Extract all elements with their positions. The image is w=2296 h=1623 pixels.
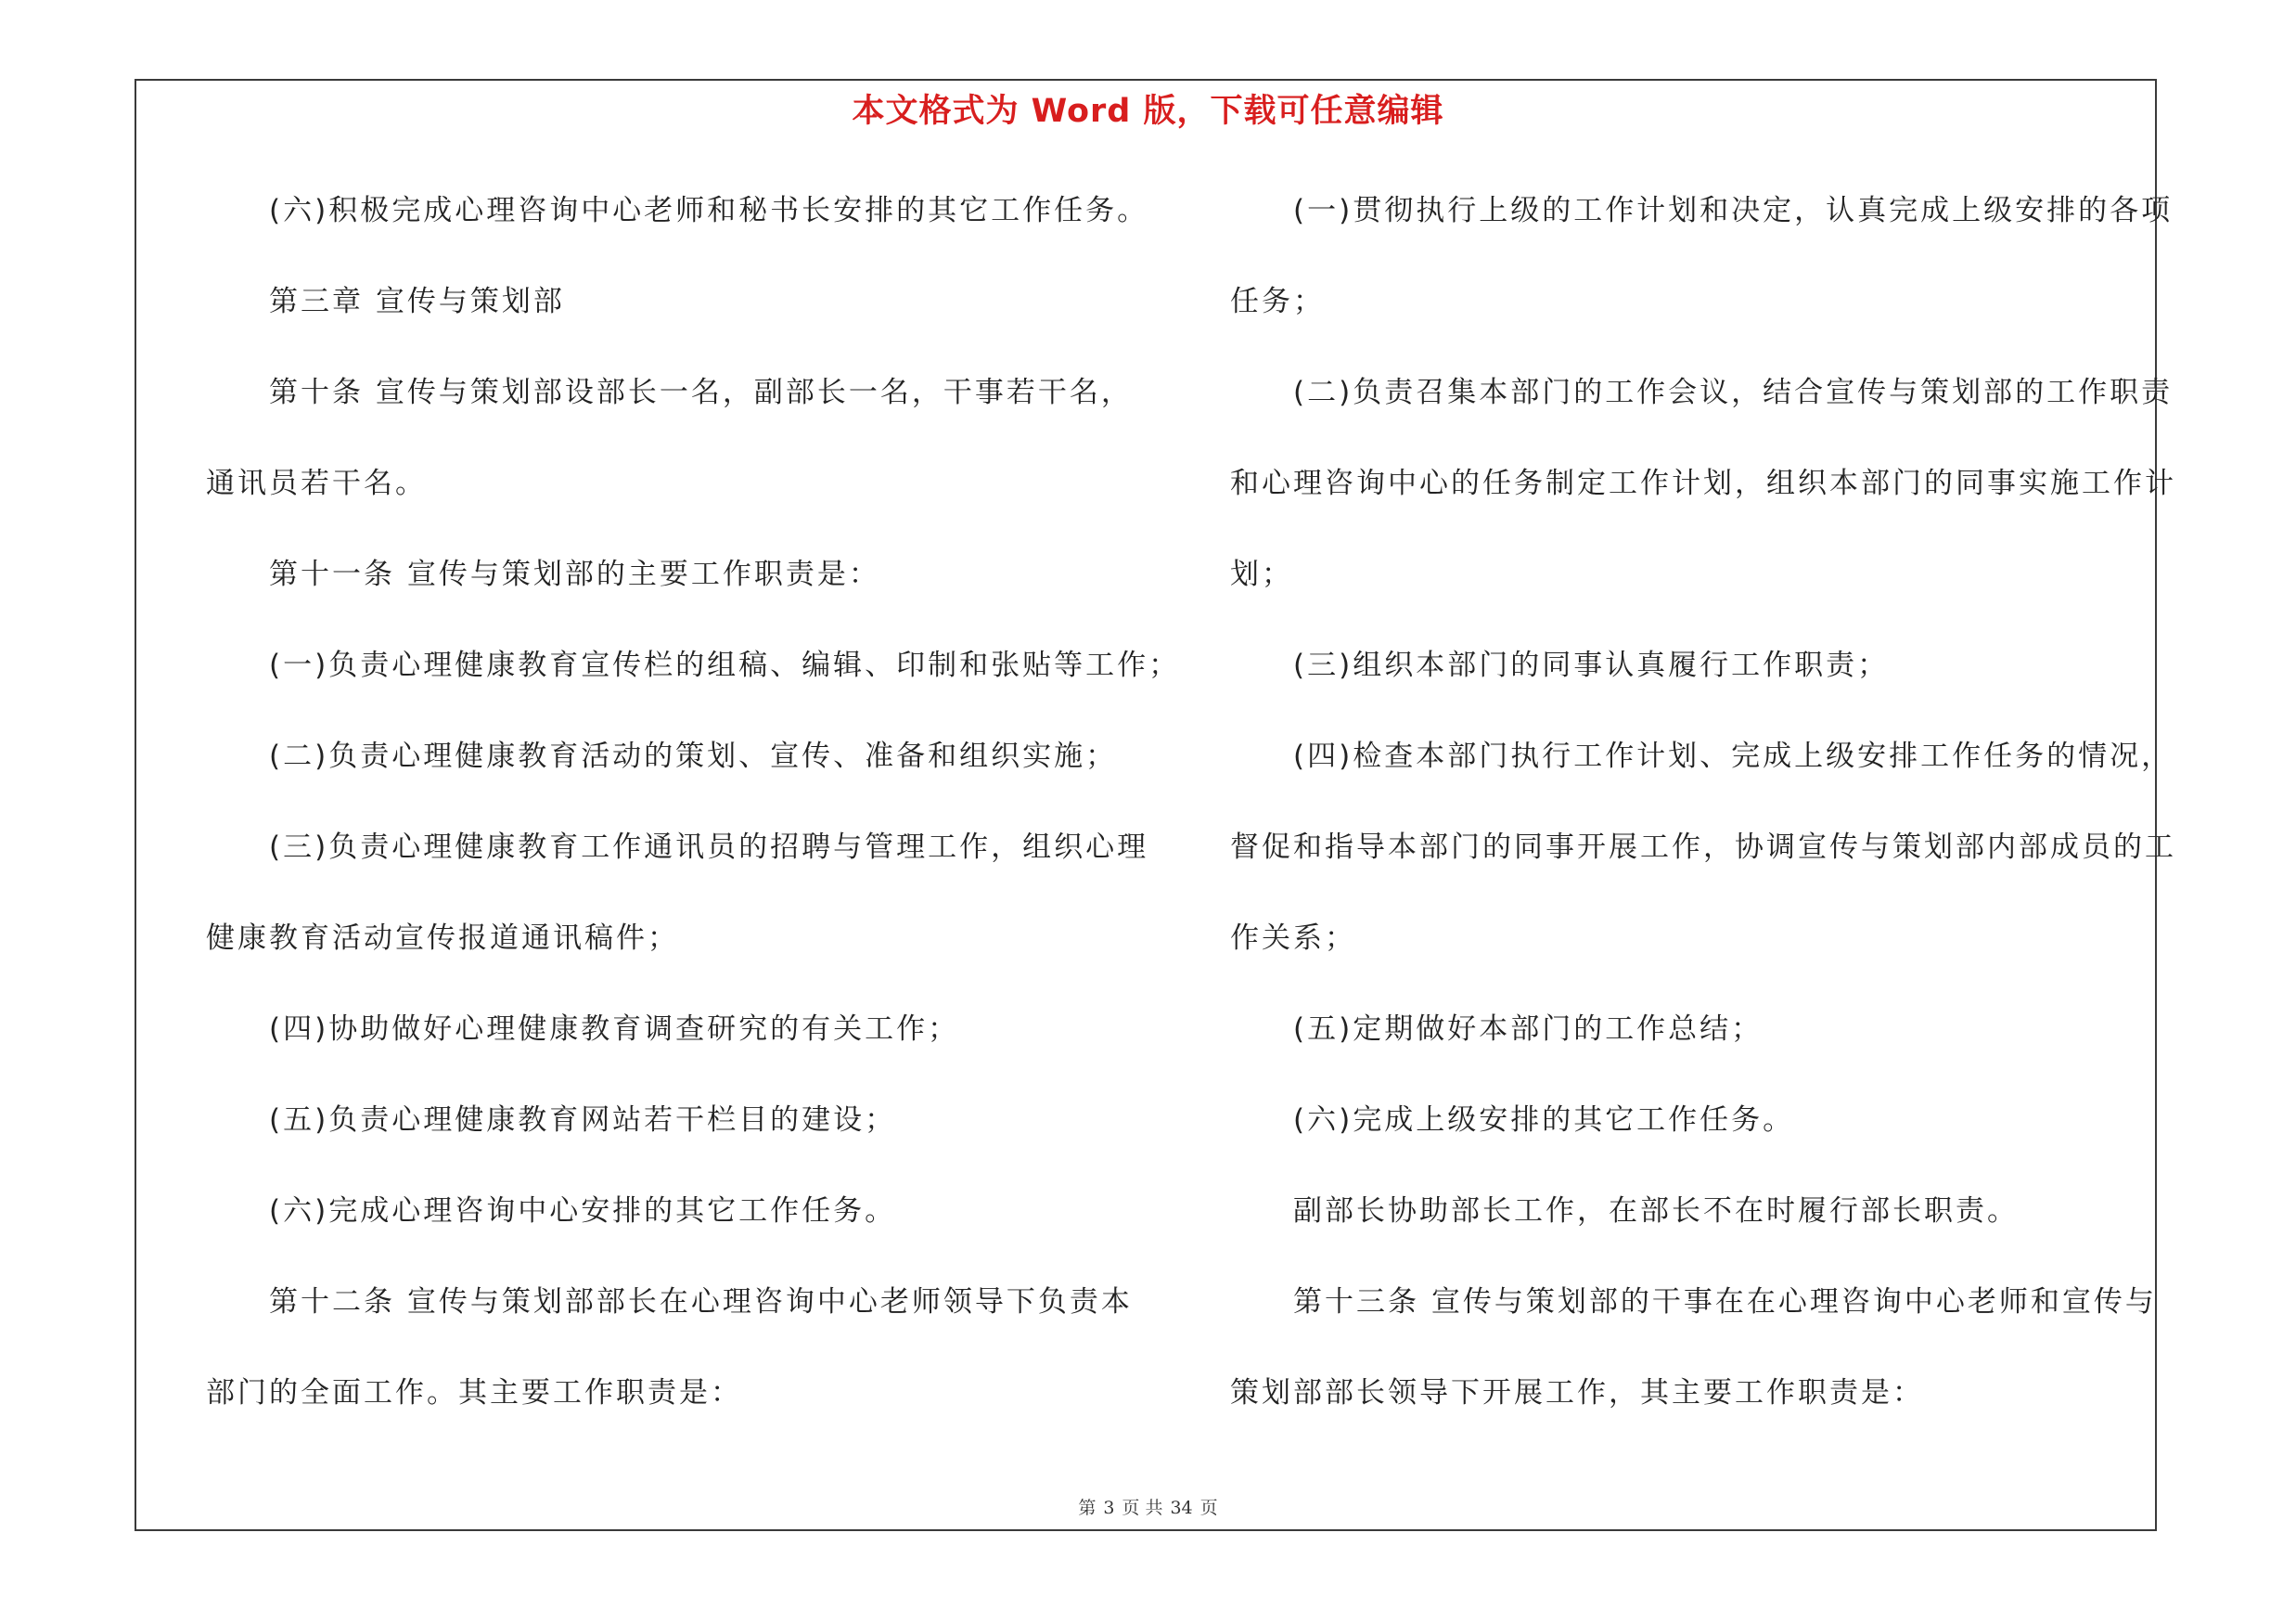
paragraph-line: (二)负责召集本部门的工作会议，结合宣传与策划部的工作职责 [1293,376,2174,409]
paragraph-line: (六)积极完成心理咨询中心老师和秘书长安排的其它工作任务。 [269,194,1149,227]
paragraph-line: (四)检查本部门执行工作计划、完成上级安排工作任务的情况， [1293,740,2174,773]
footer-prefix: 第 [1078,1498,1097,1518]
paragraph-line: (六)完成上级安排的其它工作任务。 [1293,1103,1795,1137]
paragraph-line: 第十三条 宣传与策划部的干事在在心理咨询中心老师和宣传与 [1293,1285,2157,1319]
paragraph-line: 第十一条 宣传与策划部的主要工作职责是： [269,558,880,591]
paragraph-line: 和心理咨询中心的任务制定工作计划，组织本部门的同事实施工作计 [1230,467,2176,500]
left-text-column [206,181,1181,1454]
paragraph-line: 第十二条 宣传与策划部部长在心理咨询中心老师领导下负责本 [269,1285,1133,1319]
paragraph-line: (三)组织本部门的同事认真履行工作职责； [1293,649,1890,682]
paragraph-line: 划； [1230,558,1293,591]
footer-total-pages: 34 [1170,1498,1193,1518]
footer-suffix: 页 [1199,1498,1218,1518]
paragraph-line: 副部长协助部长工作，在部长不在时履行部长职责。 [1293,1194,2019,1228]
paragraph-line: 通讯员若干名。 [206,467,427,500]
paragraph-line: 任务； [1230,285,1325,318]
paragraph-line: 策划部部长领导下开展工作，其主要工作职责是： [1230,1376,1924,1410]
paragraph-line: (一)贯彻执行上级的工作计划和决定，认真完成上级安排的各项 [1293,194,2174,227]
paragraph-line: 第十条 宣传与策划部设部长一名，副部长一名，干事若干名， [269,376,1133,409]
paragraph-line: (一)负责心理健康教育宣传栏的组稿、编辑、印制和张贴等工作； [269,649,1181,682]
paragraph-line: 作关系； [1230,921,1356,955]
right-text-column [1230,181,2176,1454]
paragraph-line: (二)负责心理健康教育活动的策划、宣传、准备和组织实施； [269,740,1118,773]
document-banner: 本文格式为 Word 版，下载可任意编辑 [852,93,1444,130]
paragraph-line: (五)定期做好本部门的工作总结； [1293,1012,1764,1046]
paragraph-line: 健康教育活动宣传报道通讯稿件； [206,921,679,955]
paragraph-line: (五)负责心理健康教育网站若干栏目的建设； [269,1103,897,1137]
paragraph-line: 督促和指导本部门的同事开展工作，协调宣传与策划部内部成员的工 [1230,831,2176,864]
paragraph-line: (六)完成心理咨询中心安排的其它工作任务。 [269,1194,897,1228]
paragraph-line: (四)协助做好心理健康教育调查研究的有关工作； [269,1012,960,1046]
paragraph-line: 第三章 宣传与策划部 [269,285,565,318]
footer-middle: 页 共 [1122,1498,1163,1518]
page-footer [0,1494,2296,1519]
paragraph-line: (三)负责心理健康教育工作通讯员的招聘与管理工作，组织心理 [269,831,1149,864]
paragraph-line: 部门的全面工作。其主要工作职责是： [206,1376,742,1410]
footer-page-number: 3 [1103,1498,1115,1518]
